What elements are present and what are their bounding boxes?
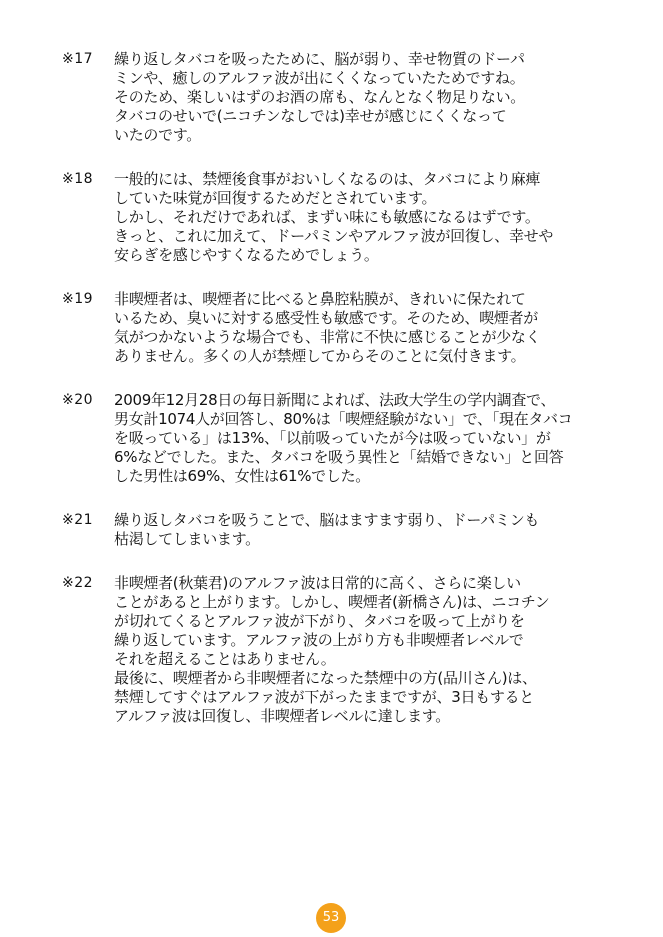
note-line: 気がつかないような場合でも、非常に不快に感じることが少なく	[114, 328, 541, 346]
note-line: いたのです。	[114, 126, 202, 144]
note-line: を吸っている」は13%、「以前吸っていたが今は吸っていない」が	[114, 429, 551, 447]
note-line: 一般的には、禁煙後食事がおいしくなるのは、タバコにより麻痺	[114, 170, 541, 188]
footnotes	[62, 50, 632, 751]
note-21	[62, 511, 632, 549]
note-18	[62, 170, 632, 265]
note-line: 男女計1074人が回答し、80%は「喫煙経験がない」で、「現在タバコ	[114, 410, 573, 428]
note-22	[62, 574, 632, 726]
note-marker: ※19	[62, 291, 94, 307]
note-line: きっと、これに加えて、ドーパミンやアルファ波が回復し、幸せや	[114, 227, 554, 245]
note-line: アルファ波は回復し、非喫煙者レベルに達します。	[114, 707, 451, 725]
note-line: ことがあると上がります。しかし、喫煙者(新橋さん)は、ニコチン	[114, 593, 550, 611]
note-line: 非喫煙者は、喫煙者に比べると鼻腔粘膜が、きれいに保たれて	[114, 290, 526, 308]
note-line: していた味覚が回復するためだとされています。	[114, 189, 437, 207]
note-marker: ※20	[62, 392, 94, 408]
note-line: いるため、臭いに対する感受性も敏感です。そのため、喫煙者が	[114, 309, 538, 327]
note-line: 安らぎを感じやすくなるためでしょう。	[114, 246, 379, 264]
page-number: 53	[316, 903, 346, 933]
note-line: ミンや、癒しのアルファ波が出にくくなっていたためですね。	[114, 69, 525, 87]
note-marker: ※18	[62, 171, 94, 187]
note-line: が切れてくるとアルファ波が下がり、タバコを吸って上がりを	[114, 612, 525, 630]
note-line: そのため、楽しいはずのお酒の席も、なんとなく物足りない。	[114, 88, 526, 106]
note-line: それを超えることはありません。	[114, 650, 336, 668]
note-line: 最後に、喫煙者から非喫煙者になった禁煙中の方(品川さん)は、	[114, 669, 537, 687]
note-line: タバコのせいで(ニコチンなしでは)幸せが感じにくくなって	[114, 107, 507, 125]
note-line: 6%などでした。また、タバコを吸う異性と「結婚できない」と回答	[114, 448, 564, 466]
note-line: しかし、それだけであれば、まずい味にも敏感になるはずです。	[114, 208, 540, 226]
note-19	[62, 290, 632, 366]
note-marker: ※22	[62, 575, 94, 591]
note-line: 枯渇してしまいます。	[114, 530, 260, 548]
note-line: 非喫煙者(秋葉君)のアルファ波は日常的に高く、さらに楽しい	[114, 574, 521, 592]
note-line: 繰り返しタバコを吸ったために、脳が弱り、幸せ物質のドーパ	[114, 50, 525, 68]
note-marker: ※17	[62, 51, 94, 67]
note-20	[62, 391, 632, 486]
note-line: 禁煙してすぐはアルファ波が下がったままですが、3日もすると	[114, 688, 534, 706]
note-line: 2009年12月28日の毎日新聞によれば、法政大学生の学内調査で、	[114, 391, 556, 409]
note-line: 繰り返しています。アルファ波の上がり方も非喫煙者レベルで	[114, 631, 524, 649]
note-marker: ※21	[62, 512, 94, 528]
note-line: ありません。多くの人が禁煙してからそのことに気付きます。	[114, 347, 526, 365]
note-line: した男性は69%、女性は61%でした。	[114, 467, 370, 485]
note-17	[62, 50, 632, 145]
note-line: 繰り返しタバコを吸うことで、脳はますます弱り、ドーパミンも	[114, 511, 540, 529]
